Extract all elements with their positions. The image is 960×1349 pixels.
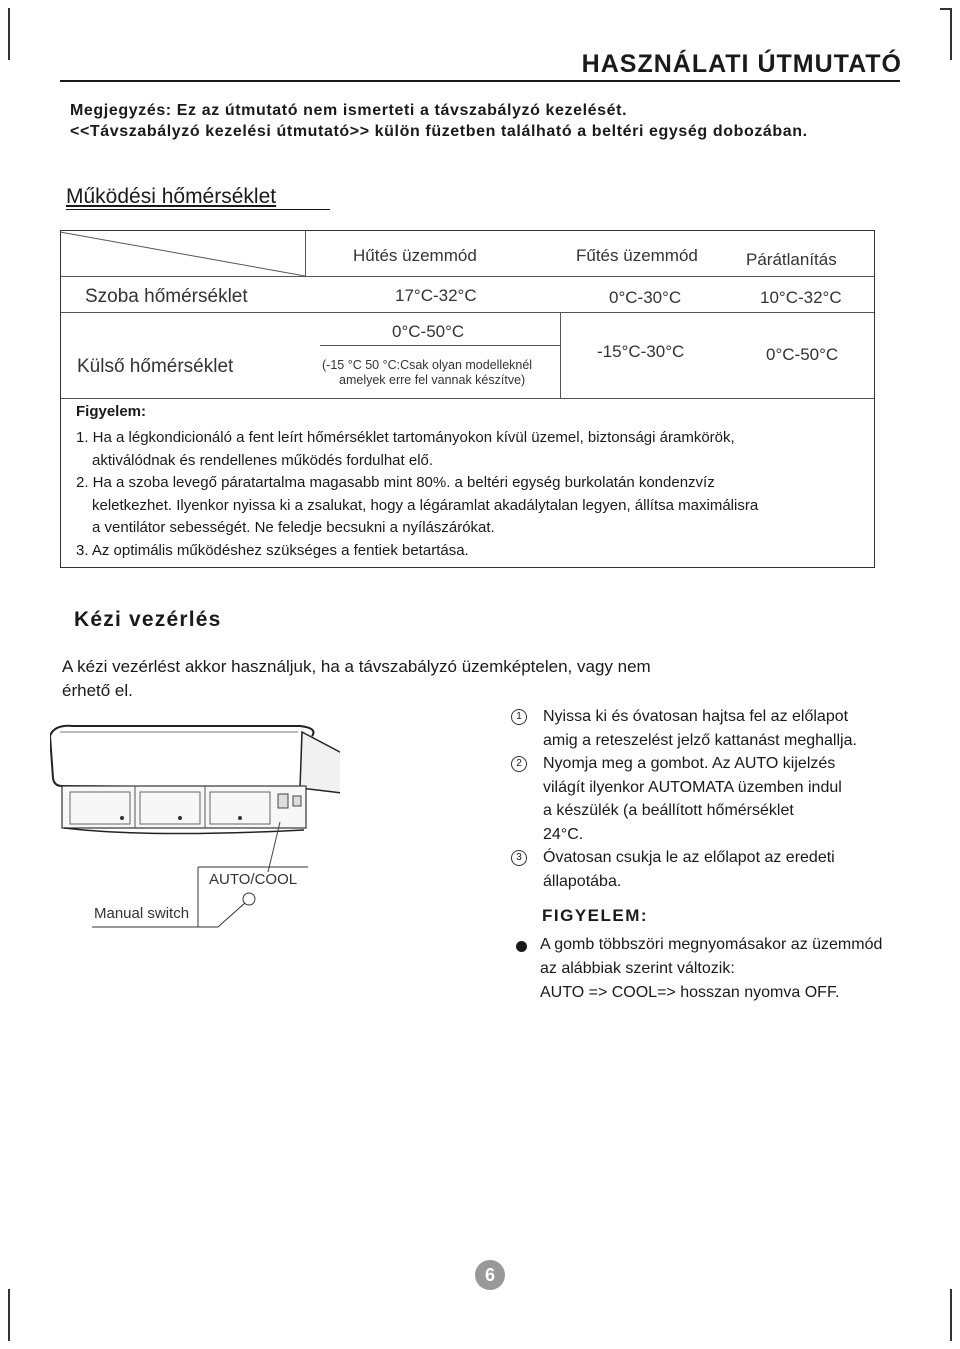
remote-note-line1: Megjegyzés: Ez az útmutató nem ismerteti a távszabályzó kezelését. bbox=[70, 102, 628, 119]
table-header-rule bbox=[61, 276, 874, 277]
step-1 bbox=[510, 705, 930, 752]
outdoor-cooling-note-2: amelyek erre fel vannak készítve) bbox=[339, 373, 526, 387]
outdoor-dehumidify-range: 0°C-50°C bbox=[766, 345, 839, 364]
manual-section-title: Kézi vezérlés bbox=[74, 608, 222, 631]
step-1-line2: amig a reteszelést jelző kattanást meghallja. bbox=[543, 731, 857, 749]
page-number: 6 bbox=[475, 1260, 505, 1290]
crop-mark-bl-v bbox=[8, 1289, 10, 1341]
warning-line: a ventilátor sebességét. Ne feledje becsukni a nyílászárókat. bbox=[92, 519, 495, 536]
manual-switch-label: Manual switch bbox=[94, 905, 190, 922]
manual-steps bbox=[510, 705, 930, 893]
warning-line: 1. Ha a légkondicionáló a fent leírt hőmérséklet tartományokon kívül üzemel, biztonsági áramkörök, bbox=[76, 429, 735, 446]
crop-mark-tr-v bbox=[950, 8, 952, 60]
crop-mark-tl bbox=[8, 8, 10, 10]
manual-intro bbox=[62, 655, 742, 703]
section-title-rule bbox=[66, 209, 330, 210]
step-number: 2 bbox=[511, 756, 527, 772]
step-3-line2: állapotába. bbox=[543, 872, 622, 890]
warning-line: aktiválódnak és rendellenes működés fordulhat elő. bbox=[92, 451, 434, 469]
warning-line: 3. Az optimális működéshez szükséges a fentiek betartása. bbox=[76, 541, 469, 559]
warnings-label: Figyelem: bbox=[76, 403, 147, 420]
col-heating: Fűtés üzemmód bbox=[576, 246, 698, 265]
room-heating-range: 0°C-30°C bbox=[609, 288, 682, 307]
mode-cycle-line1: A gomb többszöri megnyomásakor az üzemmód bbox=[540, 936, 883, 953]
outdoor-cooling-note-1: (-15 °C 50 °C:Csak olyan modelleknél bbox=[322, 358, 533, 372]
header-rule bbox=[60, 80, 900, 82]
auto-cool-label: AUTO/COOL bbox=[209, 871, 298, 888]
col-cooling: Hűtés üzemmód bbox=[353, 246, 477, 265]
table-diagonal bbox=[60, 230, 310, 278]
bullet-dot-icon bbox=[516, 941, 527, 952]
warnings-list bbox=[76, 427, 866, 562]
step-2-line1: Nyomja meg a gombot. Az AUTO kijelzés bbox=[543, 755, 836, 772]
table-col-rule bbox=[305, 231, 306, 277]
crop-mark-tr-h bbox=[940, 8, 952, 10]
remote-note-line2: <<Távszabályzó kezelési útmutató>> külön füzetben található a beltéri egység dobozában. bbox=[70, 123, 808, 140]
temperature-section-title: Működési hőmérséklet bbox=[66, 185, 277, 208]
room-dehumidify-range: 10°C-32°C bbox=[760, 288, 842, 307]
mode-cycle-line2: az alábbiak szerint változik: bbox=[540, 960, 735, 977]
step-2-line2: világít ilyenkor AUTOMATA üzemben indul bbox=[543, 778, 842, 796]
room-cooling-range: 17°C-32°C bbox=[395, 286, 477, 305]
step-number: 1 bbox=[511, 709, 527, 725]
outdoor-heating-range: -15°C-30°C bbox=[597, 342, 685, 361]
row-outdoor-label: Külső hőmérséklet bbox=[77, 356, 234, 377]
manual-intro-line2: érhető el. bbox=[62, 681, 133, 700]
crop-mark-br-v bbox=[950, 1289, 952, 1341]
step-3 bbox=[510, 846, 930, 893]
cooling-heating-divider bbox=[560, 313, 561, 399]
mode-cycle-line3: AUTO => COOL=> hosszan nyomva OFF. bbox=[540, 984, 840, 1001]
table-row-rule bbox=[61, 312, 874, 313]
step-3-line1: Óvatosan csukja le az előlapot az eredeti bbox=[543, 849, 835, 866]
row-room-label: Szoba hőmérséklet bbox=[85, 286, 248, 307]
mode-cycle-note bbox=[515, 933, 935, 1005]
document-title: HASZNÁLATI ÚTMUTATÓ bbox=[581, 50, 902, 78]
manual-warning-title: FIGYELEM: bbox=[542, 906, 649, 925]
outdoor-cooling-range: 0°C-50°C bbox=[392, 322, 465, 341]
manual-intro-line1: A kézi vezérlést akkor használjuk, ha a távszabályzó üzemképtelen, vagy nem bbox=[62, 657, 651, 676]
crop-mark-tl-v bbox=[8, 8, 10, 60]
warning-line: keletkezhet. Ilyenkor nyissa ki a zsalukat, hogy a légáramlat akadálytalan legyen, állítsa maximálisra bbox=[92, 496, 759, 514]
step-2 bbox=[510, 752, 930, 846]
step-2-line4: 24°C. bbox=[543, 825, 584, 843]
table-bottom-rule bbox=[61, 398, 874, 399]
cooling-note-rule bbox=[320, 345, 560, 346]
step-number: 3 bbox=[511, 850, 527, 866]
step-1-line1: Nyissa ki és óvatosan hajtsa fel az előlapot bbox=[543, 708, 849, 725]
step-2-line3: a készülék (a beállított hőmérséklet bbox=[543, 802, 794, 819]
warning-line: 2. Ha a szoba levegő páratartalma magasabb mint 80%. a beltéri egység burkolatán kondenzvíz bbox=[76, 474, 715, 491]
col-dehumidify: Párátlanítás bbox=[746, 250, 837, 269]
remote-note bbox=[70, 100, 808, 142]
